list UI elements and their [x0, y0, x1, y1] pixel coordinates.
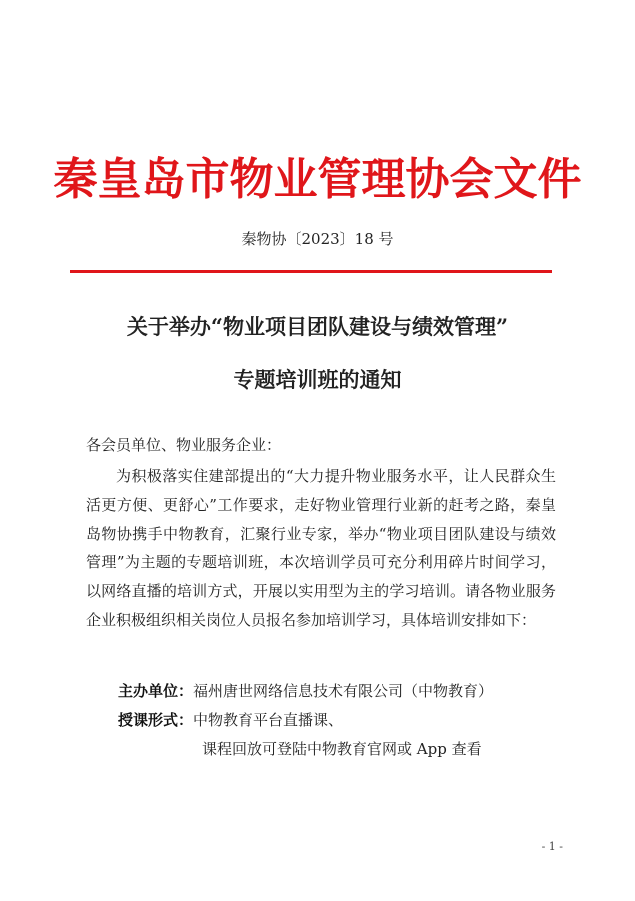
page-number: - 1 -: [541, 840, 563, 853]
teaching-format-value: 中物教育平台直播课、: [193, 711, 344, 729]
organizer-value: 福州唐世网络信息技术有限公司（中物教育）: [193, 682, 494, 700]
notice-title-line-1: 关于举办“物业项目团队建设与绩效管理”: [126, 314, 509, 339]
header-red-rule: [70, 270, 552, 273]
organizer-row: [118, 677, 493, 705]
teaching-format-label: 授课形式：: [118, 711, 194, 729]
notice-title-line-2: 专题培训班的通知: [233, 367, 402, 392]
salutation: 各会员单位、物业服务企业：: [86, 436, 282, 454]
teaching-format-row: [118, 706, 343, 734]
document-number: 秦物协〔2023〕18 号: [241, 230, 394, 248]
document-header-title: 秦皇岛市物业管理协会文件: [53, 154, 582, 205]
body-paragraph: 为积极落实住建部提出的“大力提升物业服务水平，让人民群众生活更方便、更舒心”工作要求，走好物业管理行业新的赶考之路，秦皇岛物协携手中物教育，汇聚行业专家，举办“物业项目团队建设与绩效管理”为主题的专题培训班，本次培训学员可充分利用碎片时间学习，以网络直播的培训方式，开展以实用型为主的学习培训。请各物业服务企业积极组织相关岗位人员报名参加培训学习，具体培训安排如下：: [86, 467, 556, 629]
teaching-format-continuation: 课程回放可登陆中物教育官网或 App 查看: [202, 740, 482, 758]
organizer-label: 主办单位：: [118, 682, 194, 700]
